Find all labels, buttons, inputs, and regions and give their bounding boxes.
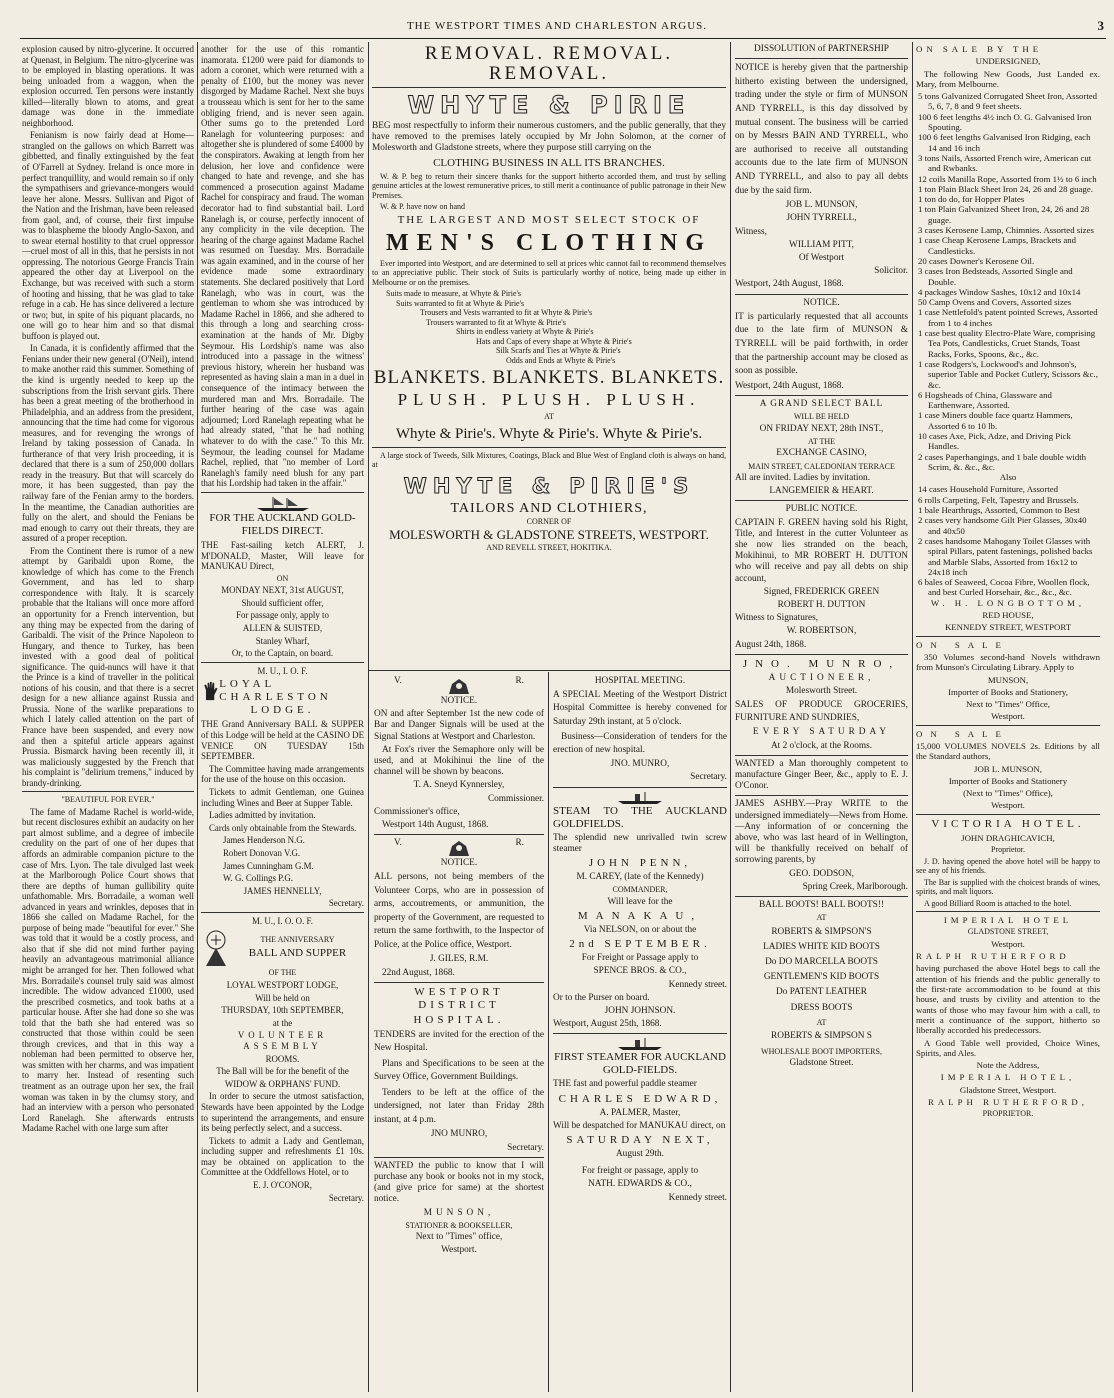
ad-text: Ever imported into Westport, and are determined to sell at prices whic cannot fail to recommend themselves to an appreciative public. Their stock of Suits is particularly worthy of notice, being made up either in Melbourne or on the premises. — [372, 258, 726, 287]
signature: RALPH RUTHERFORD, — [928, 1097, 1088, 1108]
list-item: 3 cases Kerosene Lamp, Chimnies. Assorted sizes — [918, 225, 1094, 236]
column-3a-notices — [374, 676, 544, 1392]
hotel-heading: IMPERIAL HOTEL — [943, 915, 1073, 926]
notice-text: CAPTAIN F. GREEN having sold his Right, Title, and Interest in the cutter Volunteer as she now lies stranded on the beach, Mokihinui, to MR ROBERT H. DUTTON who will receive and pay all debts on ship account, — [735, 517, 908, 584]
notice-heading: HOSPITAL. — [413, 1013, 505, 1026]
notice-heading: DISSOLUTION of PARTNERSHIP — [754, 44, 889, 54]
hotel-heading: VICTORIA HOTEL. — [931, 817, 1085, 830]
ad-date: SATURDAY NEXT, — [566, 1133, 714, 1146]
ad-text: Or to the Purser on board. — [553, 992, 650, 1003]
hand-icon — [201, 678, 219, 704]
list-item: 1 case Rodgers's, Lockwood's and Johnson's, superior Table and Pocket Cutlery, Scissors &c., &c. — [918, 358, 1098, 390]
ad-text: Do DO MARCELLA BOOTS — [765, 957, 878, 968]
signature: W. ROBERTSON, — [786, 626, 857, 637]
ship-icon — [201, 496, 364, 512]
ad-heading: THE LARGEST AND MOST SELECT STOCK OF — [397, 213, 701, 226]
steamer-icon — [553, 1037, 727, 1051]
signature: W. H. LONGBOTTOM, — [930, 597, 1086, 608]
ad-agent: SPENCE BROS. & CO., — [593, 966, 687, 977]
ad-text: Cards only obtainable from the Stewards. — [209, 822, 357, 833]
article-paragraph: another for the use of this romantic inamorata. £1200 were paid for diamonds to adorn a coronet, which were returned with a penalty of £100, but the money was never disgorged by Madame Rachel. Next she buys a trousseau which is sent for her to the same obliging friend, and is never seen again. Other sums go to the pretended Lord Ranelagh for volunteering purposes: and altogether she is plundered of some £4000 by the conspirators. Awaking at length from her delusion, her love and confidence were changed to hate and revenge, and she has commenced a prosecution against Madame Rachel for conspiracy and fraud. The woman decorator had to find substantial bail. Lord Ranelagh is, or course, perfectly innocent of any complicity in the vile deception. The hearing of the charge against Madame Rachel was resumed on Tuesday. Mrs. Borradaile was again examined, and in the course of her evidence made some extraordinary statements. She declared positively that Lord Ranelagh, who was in court, was the gentleman to whom she was introduced by Madame Rachel in 1866, and she adhered to this through a long and searching cross-examination at the hands of Mr. Digby Seymour. His Lordship's name was also introduced into a passage in the witness' previous history, wherein her husband was represented as having slain a man in a duel in consequence of the intimacy between the murdered man and Mrs. Borradaile. The further hearing of the case was again adjourned; Lord Ranelagh repeating what he had already stated, "that he had nothing whatever to do with the case." To this Mr. Seymour, the leading counsel for Madame Rachel, replied, that "no member of Lord Ranelagh's family need blush for any part that his Lordship had taken in the affair." — [201, 44, 364, 489]
ad-heading: VOLUNTEER ASSEMBLY — [237, 1030, 328, 1051]
ad-date: EVERY SATURDAY — [752, 727, 891, 738]
signature: JOB L. MUNSON, — [974, 763, 1042, 774]
divider — [735, 294, 908, 295]
ad-text: Will leave for the — [607, 896, 673, 907]
notice-heading: NOTICE. — [803, 297, 840, 308]
ad-text: AT — [816, 1017, 827, 1027]
blankets-heading: BLANKETS. BLANKETS. BLANKETS. — [373, 367, 725, 389]
divider — [916, 911, 1100, 912]
list-item: 50 Camp Ovens and Covers, Assorted sizes — [918, 297, 1072, 308]
whyte-pirie-advert — [372, 44, 726, 669]
article-paragraph: Fenianism is now fairly dead at Home—strangled on the gallows on which Barrett was gibbetted, and finally extinguished by the feat of O'Farrell at Sydney. Ireland is once more in perfect tranquillity, and would remain so if only the sympathisers and grievance-mongers would leave her alone. Messrs. Sullivan and Pigot of the Nation and the Irishman, have been released from gaol, and, of course, their first impulse was to blaspheme the bloody Anglo-Saxon, and to swear eternal hostility to that cruel oppressor—cruel most of all in this, that he persists in not oppressing. The notorious George Francis Train appeared the other day at Liverpool on the Exchange, but was received with such a storm of hooting and hissing, that he was glad to take refuge in a cab. He has since delivered a lecture or two; but, in spite of his piquant placards, no one will go to hear him and so that dismal buffoon is played out. — [22, 130, 194, 341]
column-2 — [201, 44, 364, 1394]
ad-text: Stanley Wharf, — [255, 635, 310, 646]
divider — [22, 791, 194, 792]
ad-text: THE Grand Anniversary BALL & SUPPER of this Lodge will be held at the CASINO DE VENICE ON TUESDAY 15th SEPTEMBER. — [201, 719, 364, 762]
column-1-news — [22, 44, 194, 1394]
ad-address: Next to "Times" office, — [415, 1232, 503, 1243]
ad-text: The Ball will be for the benefit of the — [216, 1066, 349, 1077]
ad-heading: BALL BOOTS! BALL BOOTS!! — [758, 899, 885, 910]
ad-text: The Bar is supplied with the choicest brands of wines, spirits, and malt liquors. — [916, 877, 1100, 897]
notice-heading: HOSPITAL MEETING. — [594, 676, 686, 686]
ad-heading: M. U., I. O. O. F. — [252, 915, 313, 926]
ad-heading: A GRAND SELECT BALL — [759, 398, 884, 409]
ad-address: AND REVELL STREET, HOKITIKA. — [486, 543, 612, 553]
mens-clothing-heading: MEN'S CLOTHING — [385, 229, 713, 256]
notice-text: At Fox's river the Semaphore only will be used, and at Mokihinui the line of the channel will be shown by beacons. — [374, 744, 544, 778]
ad-heading: ON SALE — [916, 728, 1009, 739]
notice-text: JAMES ASHBY.—Pray WRITE to the undersigned immediately—News from Home.—Any information of or concerning the above, who was last heard of in Wellington, will be thankfully received on behalf of sorrowing parents, by — [735, 799, 908, 866]
ad-text: GENTLEMEN'S KID BOOTS — [763, 972, 880, 983]
notice-heading: WESTPORT DISTRICT — [414, 985, 504, 1011]
ad-address: Westport. — [991, 711, 1025, 722]
signature: JOHN TYRRELL, — [786, 213, 857, 224]
divider — [735, 395, 908, 396]
signature: JAMES HENNELLY, — [243, 885, 322, 896]
signature: MUNSON, — [987, 674, 1029, 685]
signature: MUNSON, — [423, 1207, 495, 1218]
notice-text: Of Westport — [798, 252, 845, 263]
article-paragraph: In Canada, it is confidently affirmed that the Fenians under their new general (O'Neil), intend to make another raid this summer. Something of the kind is urgently needed to keep up the subscriptions from the Irish servant girls. There has been a great meeting of the brotherhood in Philadelphia, and an address from the president, announcing that the time had come for vigorous measures, and for revenging the wrongs of Ireland by taking possession of Canada. In furtherance of that very Irish proceeding, it is declared that there is a sum of 250,000 dollars ready in the treasury. But that will scarcely do more, it has been suggested, than pay the railway fare of the Fenian army to the borders. In the meantime, the Canadian authorities are fully on the alert, and should the Fenians be mad enough to carry out their threats, they are assured of a proper reception. — [22, 343, 194, 544]
ad-heading: UNDERSIGNED, — [975, 56, 1041, 67]
ship-name: JOHN PENN, — [588, 857, 692, 870]
signature: J. GILES, R.M. — [429, 954, 489, 965]
ad-date: August 29th. — [615, 1148, 665, 1159]
column-divider — [730, 42, 731, 1392]
divider — [369, 670, 730, 671]
ad-address: (Next to "Times" Office), — [963, 788, 1053, 799]
steamer-icon — [553, 791, 727, 805]
ad-text: J. D. having opened the above hotel will be happy to see any of his friends. — [916, 856, 1100, 876]
ad-text: For Freight or Passage apply to — [581, 953, 699, 964]
v-mark: V. — [394, 838, 402, 849]
list-item: 2 cases very handsome Gilt Pier Glasses, 30x40 and 40x50 — [918, 515, 1087, 536]
ad-text: CORNER OF — [526, 516, 572, 526]
ad-date: Westport, August 25th, 1868. — [553, 1019, 662, 1030]
list-item: 2 cases Paperhangings, and 1 bale double width Scrim, &. &c., &c. — [918, 451, 1087, 472]
list-item: Suits warranted to fit at Whyte & Pirie's — [396, 298, 525, 308]
column-divider — [368, 42, 369, 1392]
masthead: THE WESTPORT TIMES AND CHARLESTON ARGUS. — [406, 20, 708, 32]
ad-heading: CLOTHING BUSINESS IN ALL ITS BRANCHES. — [433, 156, 665, 169]
list-item: 100 6 feet lengths 4½ inch O. G. Galvanised Iron Spouting. — [918, 111, 1092, 133]
ad-heading: STEAM TO THE AUCKLAND GOLDFIELDS. — [553, 804, 727, 830]
notice-text: Witness to Signatures, — [735, 613, 819, 624]
lodge-title — [201, 678, 364, 704]
vr-header — [374, 838, 544, 858]
ad-address: MOLESWORTH & GLADSTONE STREETS, WESTPORT. — [389, 527, 709, 543]
divider — [374, 834, 544, 835]
list-item: 20 cases Downer's Kerosene Oil. — [918, 255, 1035, 266]
ad-text: A large stock of Tweeds, Silk Mixtures, Coatings, Black and Blue West of England cloth is always on hand, at — [372, 450, 726, 470]
notice-text: WANTED a Man thoroughly competent to manufacture Ginger Beer, &c., apply to E. J. O'Conor. — [735, 758, 908, 792]
royal-crest-icon — [446, 676, 472, 696]
signature: GEO. DODSON, — [789, 868, 854, 879]
list-item: 1 case Cheap Kerosene Lamps, Brackets and Candlesticks. — [918, 235, 1077, 256]
ad-text: ON — [276, 573, 289, 583]
ad-text: All are invited. Ladies by invitation. — [735, 473, 871, 484]
ad-text: THE fast and powerful paddle steamer — [553, 1079, 697, 1090]
article-paragraph: explosion caused by nitro-glycerine. It occurred at Quenast, in Belgium. The nitro-glycerine was to be employed in blasting operations. It was being unloaded from a waggon, when the explosion occurred. Ten persons were instantly killed—literally blown to atoms, and great damage was done in the immediate neighborhood. — [22, 44, 194, 128]
ad-text: having purchased the above Hotel begs to call the attention of his friends and the public generally to the first-rate accommodation to be found at this house, and trusts by civility and attention to the wants of those who may favour him with a call, to merit a continuance of the support, hitherto so liberally accorded his predecessors. — [916, 963, 1100, 1036]
ad-date: 2nd SEPTEMBER. — [569, 938, 711, 951]
ad-text: AT THE — [807, 436, 836, 446]
ad-text: Tickets to admit a Lady and Gentleman, including supper and refreshments £1 10s. may be obtained on application to the Committee at the Oddfellows Hotel, or to — [201, 1135, 364, 1178]
page-number: 3 — [1097, 18, 1104, 33]
ad-date: MONDAY NEXT, 31st AUGUST, — [221, 585, 344, 596]
divider — [553, 1033, 727, 1034]
column-4-notices — [735, 44, 908, 1394]
brand-heading: WHYTE & PIRIE'S — [403, 473, 695, 498]
signature-title: Proprietor. — [991, 845, 1025, 855]
signature: RALPH RUTHERFORD — [916, 951, 1070, 962]
signature: LANGEMEIER & HEART. — [769, 486, 874, 497]
ad-heading: ROOMS. — [265, 1053, 300, 1064]
signature: JOHN DRAGHICAVICH, — [961, 832, 1055, 843]
ad-address: Westport. — [991, 800, 1025, 811]
ad-heading: FOR THE AUCKLAND GOLD-FIELDS DIRECT. — [209, 511, 356, 537]
ad-date: THURSDAY, 10th SEPTEMBER, — [221, 1005, 344, 1016]
ad-text: LADIES WHITE KID BOOTS — [763, 941, 880, 952]
signature: WILLIAM PITT, — [789, 239, 854, 250]
lodge-emblem-icon — [201, 928, 231, 968]
column-3b-notices — [553, 676, 727, 1392]
signature: Signed, FREDERICK GREEN — [763, 586, 880, 597]
ad-address: Molesworth Street. — [785, 686, 858, 697]
ad-address: RED HOUSE, — [982, 610, 1034, 621]
notice-text: Witness, — [735, 226, 767, 237]
article-paragraph: From the Continent there is rumor of a new attempt by Garibaldi upon Rome, the knowledge of which has come to the French Government, and has led to sharp correspondence with Italy. It is scarcely probable that the Italians will once more afford an opportunity for a French intervention, but any thing may be expected from the daring of Garibaldi. The visit of the Prince Napoleon to Hungary, and thence to Turkey, has been invested with a good deal of political significance. The quid-nuncs will have it that the Prince is a kind of traveller in the political notions of his cousin, and that there is a secret design for a new alliance against Russia and Prussia. None of the warlike preparations to which I lately called attention on the part of France have been suspended, and every now and then a spiteful article appears against Prussia. Bismarck having been recently ill, it was maliciously suggested by the French that his complaint is "delirium tremens," induced by brandy-drinking. — [22, 545, 194, 788]
divider — [735, 795, 908, 796]
ad-heading: ON SALE — [916, 639, 1009, 650]
divider — [372, 447, 726, 448]
ad-text: at the — [272, 1017, 293, 1028]
ad-heading: WIDOW & ORPHANS' FUND. — [224, 1078, 341, 1089]
ad-text: Importer of Books and Stationery — [948, 775, 1068, 786]
list-item: Also — [999, 472, 1017, 483]
list-item: Silk Scarfs and Ties at Whyte & Pirie's — [496, 346, 621, 356]
r-mark: R. — [515, 838, 524, 849]
column-divider — [912, 42, 913, 1392]
v-mark: V. — [394, 676, 402, 686]
list-item: 6 bales of Seaweed, Cocoa Fibre, Woollen flock, and best Curled Horsehair, &c., &c., &c. — [918, 577, 1090, 598]
ad-agent: NATH. EDWARDS & CO., — [588, 1179, 692, 1190]
ad-text: WILL BE HELD — [793, 412, 850, 422]
notice-text: WANTED the public to know that I will purchase any book or books not in my stock, (and give price for same) at the shortest notice. — [374, 1160, 544, 1205]
ad-text: A Good Table well provided, Choice Wines, Spirits, and Ales. — [916, 1037, 1100, 1058]
signature: JNO MUNRO, — [430, 1129, 488, 1140]
list-item: Shirts in endless variety at Whyte & Pirie's — [456, 327, 594, 337]
column-divider — [548, 672, 549, 1392]
steward-name: James Cunningham G.M. — [223, 860, 314, 871]
list-item: 3 tons Nails, Assorted French wire, American cut and Rwbanks. — [918, 152, 1092, 174]
list-item: 6 rolls Carpeting, Felt, Tapestry and Brussels. — [918, 494, 1079, 505]
ad-heading: ROBERTS & SIMPSON'S — [771, 926, 872, 937]
ad-text: The Committee having made arrangements for the use of the house on this occasion. — [201, 763, 364, 785]
ad-text: THE Fast-sailing ketch ALERT, J. M'DONALD, Master, Will leave for MANUKAU Direct, — [201, 539, 364, 572]
top-rule — [20, 38, 1106, 39]
list-item: 2 cases handsome Mahogany Toilet Glasses with spiral Pillars, patent fastenings, polished backs and Marble Slabs, Assorted from 16x12 to 24x18 inch — [918, 535, 1093, 577]
ad-address: Kennedy street. — [668, 1192, 727, 1203]
ad-text: Via NELSON, on or about the — [583, 924, 697, 935]
list-item: Suits made to measure, at Whyte & Pirie's — [386, 289, 522, 299]
ad-heading: ROBERTS & SIMPSON S — [771, 1031, 872, 1042]
signature: T. A. Sneyd Kynnersley, — [413, 780, 505, 791]
ad-address: Westport. — [991, 938, 1025, 949]
ad-text: AT — [816, 913, 827, 923]
notice-heading: NOTICE. — [440, 858, 478, 869]
list-item: 12 coils Manilla Rope, Assorted from 1½ to 6 inch — [918, 173, 1097, 184]
ad-address: GLADSTONE STREET, — [967, 927, 1049, 937]
divider — [735, 896, 908, 897]
ad-text: COMMANDER, — [612, 885, 668, 895]
ad-heading: M. U., I. O. F. — [257, 665, 308, 676]
vr-header — [374, 676, 544, 696]
divider — [374, 1157, 544, 1158]
list-item: 1 bale Hearthrugs, Assorted, Common to Best — [918, 505, 1080, 516]
divider — [372, 87, 726, 88]
ad-address: Kennedy street. — [668, 979, 727, 990]
list-item: 5 tons Galvanized Corrugated Sheet Iron, Assorted 5, 6, 7, 8 and 9 feet sheets. — [918, 91, 1098, 112]
notice-text: Plans and Specifications to be seen at the Survey Office, Government Buildings. — [374, 1058, 544, 1083]
brand-heading: WHYTE & PIRIE — [407, 91, 691, 119]
ad-text: Tickets to admit Gentleman, one Guinea including Wines and Beer at Supper Table. — [201, 786, 364, 808]
article-heading: "BEAUTIFUL FOR EVER." — [61, 795, 155, 805]
ad-heading: SALES OF PRODUCE GROCERIES, FURNITURE AND SUNDRIES, — [735, 700, 908, 724]
ad-text: In order to secure the utmost satisfaction, Stewards have been appointed by the Lodge to superintend the arrangements, and ensure its being perfectly select, and a success. — [201, 1091, 364, 1134]
brand-repeat: Whyte & Pirie's. Whyte & Pirie's. Whyte & Pirie's. — [395, 425, 703, 442]
ad-text: For freight or passage, apply to — [581, 1166, 699, 1177]
notice-text: TENDERS are invited for the erection of the New Hospital. — [374, 1029, 544, 1054]
steward-name: W. G. Collings P.G. — [223, 873, 293, 884]
steward-name: Robert Donovan V.G. — [223, 847, 301, 858]
ad-address: MAIN STREET, CALEDONIAN TERRACE — [748, 461, 895, 471]
list-item: 1 ton Plain Black Sheet Iron 24, 26 and 28 guage. — [918, 183, 1093, 194]
divider — [201, 662, 364, 663]
divider — [735, 500, 908, 501]
ad-text: Should sufficient offer, — [241, 597, 324, 608]
notice-text: ALL persons, not being members of the Volunteer Corps, who are in possession of arms, accoutrements, or ammunition, the property of the Government, are requested to return the same forthwith, to the Inspector of Police, at the Police office, Westport. — [374, 872, 544, 950]
list-item: 1 case Miners double face quartz Hammers, Assorted 6 to 10 lb. — [918, 410, 1073, 431]
auctioneer-name: JNO. MUNRO, — [742, 657, 901, 670]
goods-list — [916, 91, 1100, 598]
ad-date: ON FRIDAY NEXT, 28th INST., — [759, 423, 884, 434]
ad-text: Or, to the Captain, on board. — [231, 648, 334, 659]
ad-address: Gladstone Street, Westport. — [959, 1084, 1057, 1095]
ad-agent: ALLEN & SUISTED, — [242, 623, 323, 633]
ad-text: W. & P. beg to return their sincere thanks for the support hitherto accorded them, and trust by selling genuine articles at the lowest remunerative prices, to still merit a continuance of public patronage in their New Premises. — [372, 171, 726, 200]
divider — [735, 58, 908, 59]
list-item: Hats and Caps of every shape at Whyte & Pirie's — [476, 336, 632, 346]
signature-title: Commissioner. — [487, 793, 544, 804]
notice-heading: NOTICE. — [440, 696, 478, 706]
royal-crest-icon — [446, 838, 472, 858]
list-item: 4 packages Window Sashes, 10x12 and 10x14 — [918, 286, 1081, 297]
ad-address: Westport. — [441, 1245, 477, 1256]
ad-text: A. PALMER, Master, — [599, 1107, 681, 1118]
ad-text: Will be despatched for MANUKAU direct, on — [553, 1120, 726, 1131]
divider — [916, 814, 1100, 815]
ad-heading: FIRST STEAMER FOR AUCKLAND GOLD-FIELDS. — [554, 1051, 726, 1077]
notice-date: Westport, 24th August, 1868. — [735, 380, 844, 391]
notice-date: August 24th, 1868. — [735, 639, 807, 650]
list-item: 1 ton do do, for Hopper Plates — [918, 194, 1025, 205]
signature-title: Secretary. — [328, 898, 364, 909]
notice-text: A SPECIAL Meeting of the Westport District Hospital Committee is hereby convened for Saturday 29th instant, at 5 o'clock. — [553, 690, 727, 727]
ad-text: Ladies admitted by invitation. — [209, 810, 316, 821]
ad-address: KENNEDY STREET, WESTPORT — [944, 622, 1072, 633]
lodge-name: LODGE. — [250, 704, 315, 717]
ad-text: For passage only, apply to — [236, 610, 329, 621]
signature: ROBERT H. DUTTON — [777, 600, 866, 611]
column-5-sales — [916, 44, 1100, 1394]
ad-text: The following New Goods, Just Landed ex. Mary, from Melbourne. — [916, 68, 1100, 89]
notice-text: Tenders to be left at the office of the undersigned, not later than Friday 28th instant, at 4 p.m. — [374, 1087, 544, 1125]
signature-title: STATIONER & BOOKSELLER, — [405, 1220, 513, 1230]
ad-text: The splendid new unrivalled twin screw steamer — [553, 832, 727, 854]
notice-text: Commissioner's office, — [374, 806, 460, 817]
signature: JOB L. MUNSON, — [785, 200, 858, 211]
column-divider — [197, 42, 198, 1392]
list-item: 6 Hogsheads of China, Glassware and Earthenware, Assorted. — [918, 389, 1052, 411]
ship-name: CHARLES EDWARD, — [558, 1092, 722, 1105]
ad-address: Gladstone Street. — [789, 1058, 854, 1069]
signature-title: Secretary. — [507, 1142, 544, 1153]
list-item: 1 case Nettlefold's patent pointed Screws, Assorted from 1 to 4 inches — [918, 307, 1098, 328]
ad-address: Spring Creek, Marlborough. — [802, 881, 908, 892]
ad-heading: TAILORS AND CLOTHIERS, — [450, 500, 648, 516]
hotel-heading: IMPERIAL HOTEL, — [940, 1072, 1076, 1083]
steward-name: James Henderson N.G. — [223, 835, 305, 846]
notice-text: IT is particularly requested that all accounts due to the late firm of MUNSON & TYRRELL will be paid forthwith, in order that the partnership account may be closed as soon as possible. — [735, 311, 908, 377]
article-paragraph: The fame of Madame Rachel is world-wide, but recent disclosures exhibit an audacity on her part almost sublime, and a degree of imbecile credulity on the part of one of her dupes that affords an admirable companion picture to the case of Mrs. Lyon. The tale divulged last week at the Marlborough Police Court shows that there are depths of human gullibility quite unfathomable. Mrs. Borradaile, a woman well advanced in years and wrinkles, deposes that in 1866 she called on Madame Rachel, for the purpose of being made "beautiful for ever." She was told that it would be a costly process, and also that if she did not mind further paying heavily an advantageous matrimonial alliance might be arranged for her. Then followed what Mrs. Borradaile's counsel truly said was almost incredible. The widow advanced £1000, used the prescribed cosmetics, and took baths at a particular house. After she had done so she was told that the bath she had entered was so constructed that those within could be seen through crevices, and that in this way a nobleman had been permitted to observe her, was smitten with her charms, and was impatient to marry her. Instead of resenting such treatment as an outrage upon her sex, the frail woman was taken in by the clumsy story, and had an interview with a person who personated Lord Ranelagh. She afterwards entrusts Madame Rachel with one large sum after — [22, 806, 194, 1134]
ad-text: 15,000 VOLUMES NOVELS 2s. Editions by all the Standard authors, — [916, 741, 1100, 762]
signature: JOHN JOHNSON. — [604, 1005, 676, 1016]
ad-text: OF THE — [268, 968, 297, 978]
list-item: 3 cases Iron Bedsteads, Assorted Single and Double. — [918, 266, 1073, 287]
list-item: 1 case best quality Electro-Plate Ware, comprising Tea Pots, Candlesticks, Cruet Stands, Toast Racks, Forks, Spoons, &c., &c. — [918, 328, 1096, 359]
ad-text: WHOLESALE BOOT IMPORTERS, — [761, 1046, 882, 1056]
list-item: Trousers warranted to fit at Whyte & Pirie's — [426, 317, 566, 327]
notice-text: Business—Consideration of tenders for the erection of new hospital. — [553, 731, 727, 756]
ad-heading: BALL AND SUPPER — [248, 946, 347, 959]
notice-date: 22nd August, 1868. — [382, 967, 455, 978]
ad-text: M. CAREY, (late of the Kennedy) — [576, 872, 704, 883]
suits-list — [372, 289, 726, 365]
lodge-name: LOYAL CHARLESTON — [219, 678, 332, 704]
divider — [735, 755, 908, 756]
ad-text: At 2 o'clock, at the Rooms. — [770, 740, 873, 751]
list-item: 100 6 feet lengths Galvanised Iron Ridging, each 14 and 16 inch — [918, 132, 1091, 153]
notice-text: ON and after September 1st the new code of Bar and Danger Signals will be used at the Signal Stations at Westport and Charleston. — [374, 709, 544, 742]
ad-text: Will be held on — [255, 992, 310, 1003]
divider — [201, 492, 364, 493]
ad-text: DRESS BOOTS — [790, 1002, 853, 1013]
list-item: Odds and Ends at Whyte & Pirie's — [506, 355, 616, 365]
ad-heading: LOYAL WESTPORT LODGE, — [226, 979, 339, 990]
ad-heading: AUCTIONEER, — [768, 672, 875, 683]
list-item: 14 cases Household Furniture, Assorted — [918, 484, 1058, 495]
ad-heading: EXCHANGE CASINO, — [776, 448, 867, 459]
anniversary-title — [201, 928, 364, 968]
ad-text: 350 Volumes second-hand Novels withdrawn from Munson's Circulating Library. Apply to — [916, 651, 1100, 673]
ad-heading: ON SALE BY THE — [916, 44, 1043, 54]
ad-text: W. & P. have now on hand — [380, 202, 466, 212]
signature-title: Secretary. — [690, 772, 727, 783]
signature-title: Secretary. — [328, 1192, 364, 1203]
removal-heading: REMOVAL. REMOVAL. REMOVAL. — [424, 44, 674, 84]
ad-text: BEG most respectfully to inform their numerous customers, and the public generally, that they have removed to the premises lately occupied by Mr John Solomon, at the corner of Molesworth and Gladstone streets, where they purpose still carrying on the — [372, 121, 726, 154]
ad-text: A good Billiard Room is attached to the hotel. — [924, 898, 1072, 908]
notice-date: Westport, 24th August, 1868. — [735, 279, 844, 290]
divider — [735, 654, 908, 655]
divider — [553, 787, 727, 788]
plush-heading: PLUSH. PLUSH. PLUSH. — [397, 390, 701, 410]
notice-date: Westport 14th August, 1868. — [382, 820, 489, 831]
ad-text: Note the Address, — [976, 1060, 1040, 1071]
divider — [374, 982, 544, 983]
ad-address: Next to "Times" Office, — [966, 699, 1050, 710]
list-item: 1 ton Plain Galvanized Sheet Iron, 24, 26 and 28 guage. — [918, 204, 1090, 225]
signature: JNO. MUNRO, — [610, 759, 670, 770]
notice-heading: PUBLIC NOTICE. — [785, 504, 858, 515]
divider — [916, 636, 1100, 637]
signature: E. J. O'CONOR, — [252, 1180, 313, 1191]
signature-title: Solicitor. — [874, 266, 908, 277]
signature-title: PROPRIETOR. — [982, 1109, 1034, 1119]
notice-text: NOTICE is hereby given that the partnership hitherto existing between the undersigned, trading under the style or firm of MUNSON AND TYRRELL, is this day dissolved by mutual consent. The business will be carried on by Messrs BAIN AND TYRRELL, who are authorised to receive all outstanding accounts due to the late firm of MUNSON AND TYRRELL, and also to pay all debts due by the said firm. — [735, 63, 908, 196]
divider — [201, 912, 364, 913]
divider — [916, 725, 1100, 726]
list-item: 10 cases Axe, Pick, Adze, and Driving Pick Handles. — [918, 430, 1071, 452]
ad-text: Do PATENT LEATHER — [776, 987, 867, 998]
list-item: Trousers and Vests warranted to fit at Whyte & Pirie's — [420, 308, 593, 318]
destination: MANAKAU, — [577, 909, 703, 922]
r-mark: R. — [515, 676, 524, 686]
ad-text: Importer of Books and Stationery, — [948, 686, 1068, 697]
ad-text: THE ANNIVERSARY — [260, 935, 335, 945]
ad-text: AT — [544, 412, 554, 422]
